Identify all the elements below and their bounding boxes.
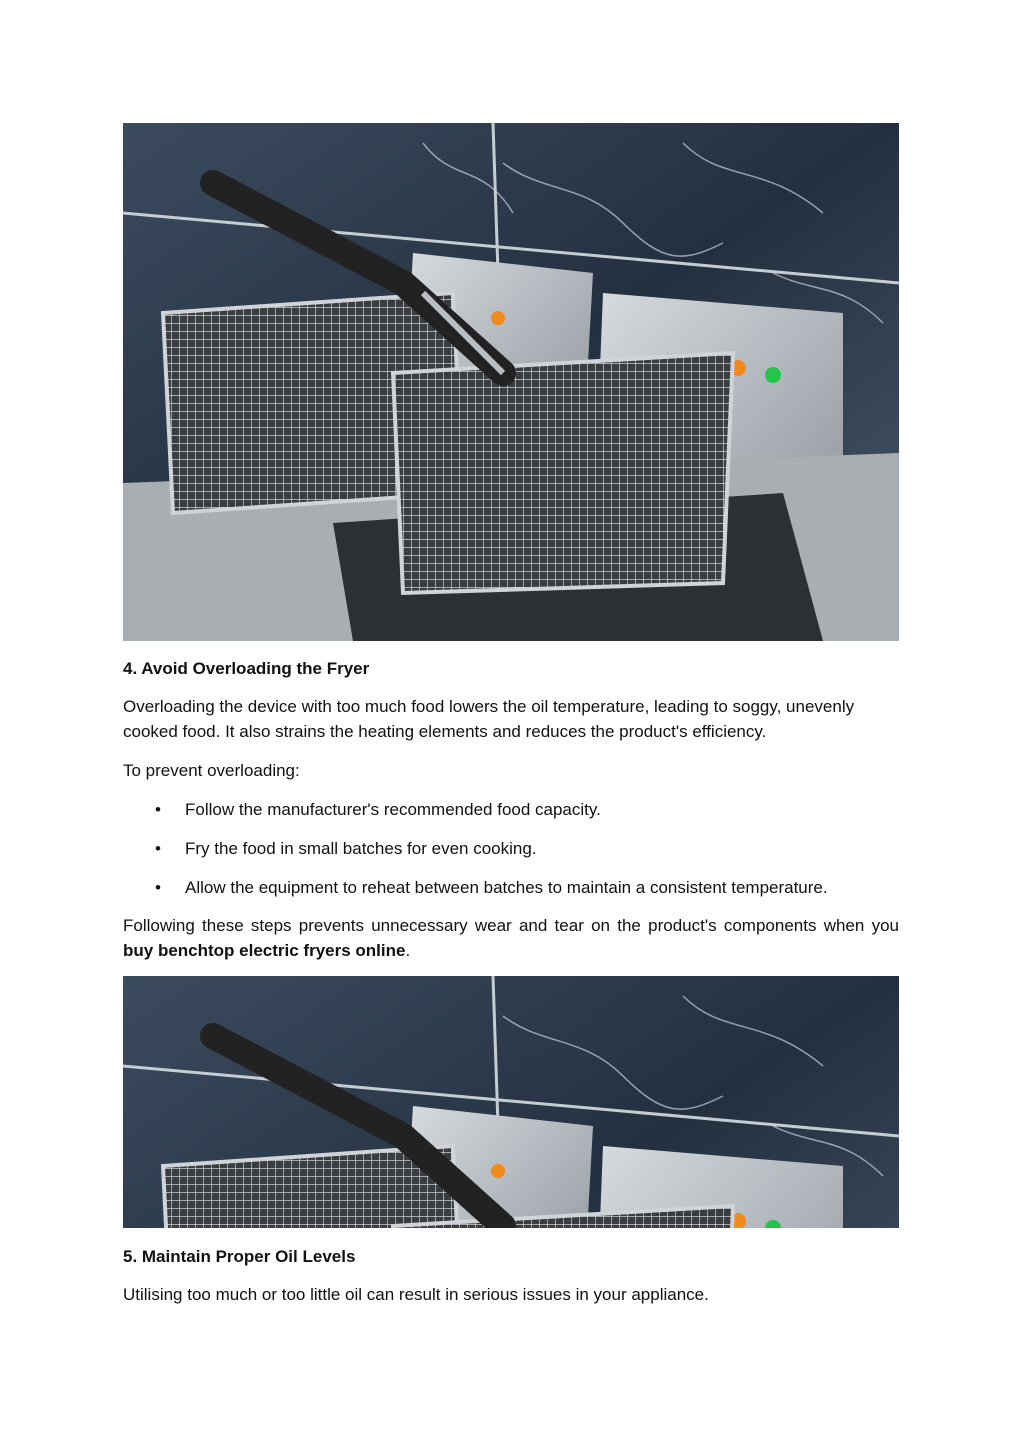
- section-5-heading: 5. Maintain Proper Oil Levels: [123, 1247, 356, 1266]
- section-4-intro: To prevent overloading:: [123, 761, 300, 780]
- fryer-photo-bottom: [123, 976, 899, 1228]
- buy-fryers-link-text: buy benchtop electric fryers online: [123, 941, 406, 960]
- fryer-photo-top: [123, 123, 899, 641]
- closing-period: .: [405, 941, 411, 960]
- fryer-illustration: [123, 123, 899, 641]
- section-4-paragraph: Overloading the device with too much food lowers the oil temperature, leading to soggy, unevenly cooked food. It also strains the heating elements and reduces the product's efficiency.: [123, 697, 855, 741]
- section-4-closing: [123, 913, 899, 963]
- closing-text: Following these steps prevents unnecessary wear and tear on the product's components when you: [123, 916, 899, 935]
- fryer-illustration: [123, 976, 899, 1228]
- section-5-paragraph: Utilising too much or too little oil can result in serious issues in your appliance.: [123, 1285, 709, 1304]
- list-item: Follow the manufacturer's recommended food capacity.: [185, 800, 601, 819]
- list-item: Allow the equipment to reheat between batches to maintain a consistent temperature.: [185, 878, 828, 897]
- bullet-marker: •: [155, 800, 161, 819]
- bullet-marker: •: [155, 839, 161, 858]
- section-4-heading: 4. Avoid Overloading the Fryer: [123, 659, 370, 678]
- bullet-marker: •: [155, 878, 161, 897]
- list-item: Fry the food in small batches for even cooking.: [185, 839, 537, 858]
